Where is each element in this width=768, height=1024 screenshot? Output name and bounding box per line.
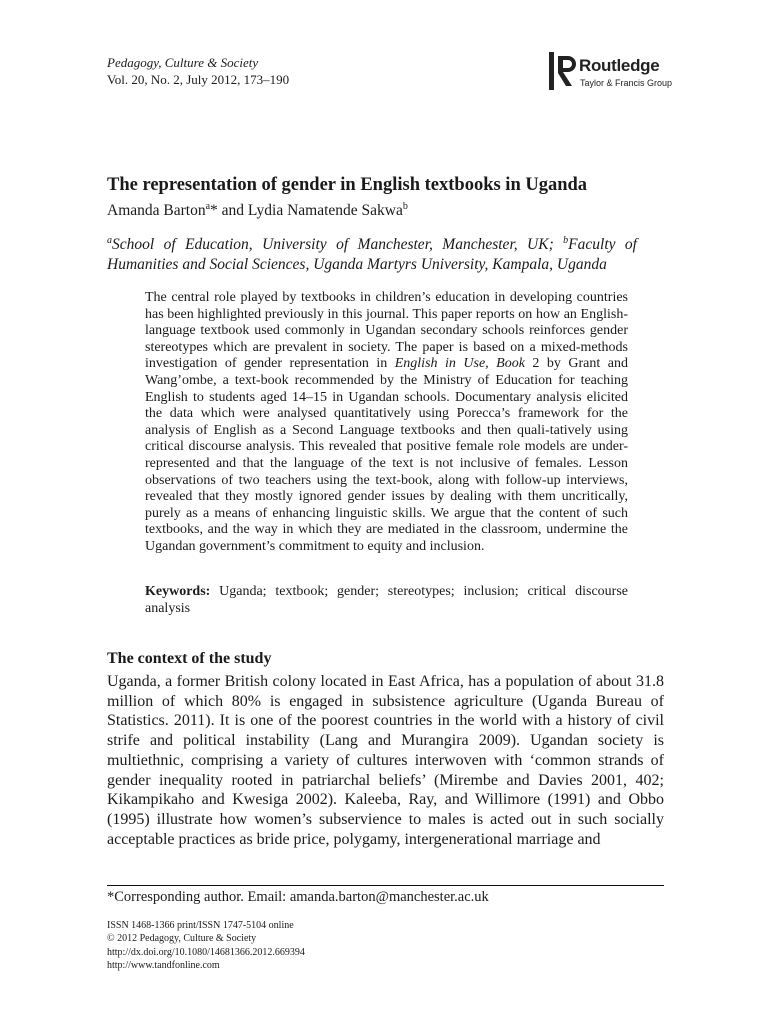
affil-a-mark: a xyxy=(107,234,112,246)
affil-b-mark: b xyxy=(563,234,569,246)
author-1-affil-mark: a xyxy=(205,200,211,212)
abstract-part-2: 2 by Grant and Wang’ombe, a text-book recommended by the Ministry of Education for teaching English to students aged 14–15 in Ugandan schools. Documentary analysis elicited the data which were analysed quantitatively using Porecca’s framework for the analysis of English as a Second Language textbooks and then quali-tatively using critical discourse analysis. This revealed that positive female role models are under-represented and that the language of the text is not inclusive of females. Lesson observations of two teachers using the text-book, along with follow-up interviews, revealed that they mostly ignored gender issues by dealing with them uncritically, purely as a means of enhancing linguistic skills. We argue that the content of such textbooks, and the way in which they are mediated in the classroom, undermine the Ugandan government’s commitment to equity and inclusion. xyxy=(145,356,628,554)
footnote-divider xyxy=(107,885,664,886)
section-heading: The context of the study xyxy=(107,650,272,667)
corresponding-mark: * xyxy=(210,202,218,219)
article-title: The representation of gender in English textbooks in Uganda xyxy=(107,175,588,195)
issn-line: ISSN 1468-1366 print/ISSN 1747-5104 online xyxy=(107,920,294,931)
copyright-line: © 2012 Pedagogy, Culture & Society xyxy=(107,933,257,945)
website-link[interactable]: http://www.tandfonline.com xyxy=(107,959,220,971)
keywords xyxy=(145,584,628,617)
publisher-subtitle: Taylor & Francis Group xyxy=(580,78,673,88)
journal-header xyxy=(107,54,289,88)
author-join: and xyxy=(217,202,248,219)
abstract-part-1: The central role played by textbooks in children’s education in developing countries has been highlighted previously in this journal. This paper reports on how an English-language textbook used commonly in Ugandan secondary schools reinforces gender stereotypes which are prevalent in society. The paper is based on a mixed-methods investigation of gender representation in xyxy=(145,290,628,372)
affil-a: School of Education, University of Manchester, Manchester, UK; xyxy=(112,236,564,253)
routledge-r-logo-icon xyxy=(549,52,579,90)
keywords-list: Uganda; textbook; gender; stereotypes; inclusion; critical discourse analysis xyxy=(145,584,628,616)
abstract-book-title: English in Use, Book xyxy=(394,356,525,372)
keywords-label: Keywords: xyxy=(145,584,211,599)
author-2: Lydia Namatende Sakwa xyxy=(247,202,403,219)
author-line xyxy=(107,202,408,220)
corresponding-author-footnote: *Corresponding author. Email: amanda.barton@manchester.ac.uk xyxy=(107,889,489,905)
author-2-affil-mark: b xyxy=(402,200,408,212)
journal-name: Pedagogy, Culture & Society xyxy=(107,55,259,70)
body-paragraph: Uganda, a former British colony located in East Africa, has a population of about 31.8 million of which 80% is engaged in subsistence agriculture (Uganda Bureau of Statistics. 2011). It is one of the poorest countries in the world with a history of civil strife and political instability (Lang and Murangira 2009). Ugandan society is multiethnic, comprising a variety of cultures interwoven with ‘common strands of gender inequality rooted in patriarchal beliefs’ (Mirembe and Davies 2001, 402; Kikampikaho and Kwesiga 2002). Kaleeba, Ray, and Willimore (1991) and Obbo (1995) illustrate how women’s subservience to males is acted out in such socially acceptable practices as bride price, polygamy, intergenerational marriage and xyxy=(107,673,664,848)
affil-b: Faculty of Humanities and Social Sciences, Uganda Martyrs University, Kampala, Uganda xyxy=(107,236,637,273)
publisher-logo xyxy=(549,50,673,92)
affiliations xyxy=(107,235,637,275)
publisher-name: Routledge xyxy=(579,56,660,75)
publication-meta xyxy=(107,919,305,972)
abstract xyxy=(145,290,628,556)
doi-link[interactable]: http://dx.doi.org/10.1080/14681366.2012.669394 xyxy=(107,946,305,958)
journal-volume-line: Vol. 20, No. 2, July 2012, 173–190 xyxy=(107,72,290,87)
author-1: Amanda Barton xyxy=(107,202,206,219)
